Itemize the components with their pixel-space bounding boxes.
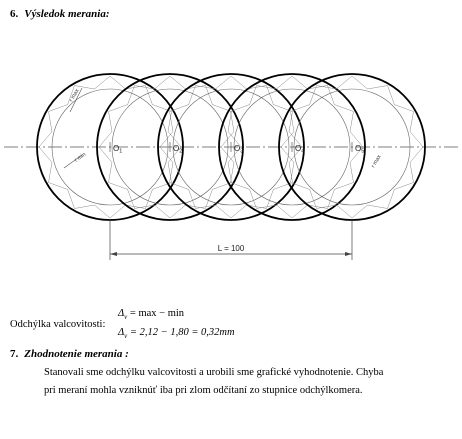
section-6-title: Výsledok merania: xyxy=(24,8,110,20)
center-label: O5 xyxy=(355,144,365,155)
center-label: O2 xyxy=(173,144,183,155)
center-label: O3 xyxy=(234,144,244,155)
length-label: L = 100 xyxy=(217,244,245,253)
center-label: O4 xyxy=(295,144,305,155)
section-7-line-2: pri meraní mohla vzniknúť iba pri zlom odčítaní zo stupnice odchýlkomera. xyxy=(44,385,363,396)
section-7-number: 7. xyxy=(10,348,19,360)
formula-2-rest: = 2,12 − 1,80 = 0,32mm xyxy=(127,327,235,338)
delta-subscript-1: v xyxy=(124,313,128,322)
deviation-label: Odchýlka valcovitosti: xyxy=(10,319,106,330)
radius-min-label: r min xyxy=(73,151,88,164)
formula-1-rest: = max − min xyxy=(127,308,185,319)
cylindricity-diagram xyxy=(0,40,462,265)
section-7-heading xyxy=(10,348,129,360)
section-7-title: Zhodnotenie merania : xyxy=(24,348,129,360)
dimension-arrow-right xyxy=(345,252,352,256)
center-label: O1 xyxy=(113,144,123,155)
delta-symbol-1: Δ xyxy=(118,308,125,319)
section-7-paragraph xyxy=(44,364,456,400)
section-6-heading xyxy=(10,8,110,20)
formula-line-2 xyxy=(118,327,235,340)
delta-subscript-2: v xyxy=(124,332,128,341)
radius-max-label-right: r max xyxy=(370,154,383,169)
section-6-number: 6. xyxy=(10,8,19,20)
dimension-arrow-left xyxy=(110,252,117,256)
section-7-line-1: Stanovali sme odchýlku valcovitosti a urobili sme grafické vyhodnotenie. Chyba xyxy=(44,367,384,378)
delta-symbol-2: Δ xyxy=(118,327,125,338)
radius-max-label: r max xyxy=(68,88,81,103)
center-labels xyxy=(113,144,364,155)
formula-line-1 xyxy=(118,308,184,321)
